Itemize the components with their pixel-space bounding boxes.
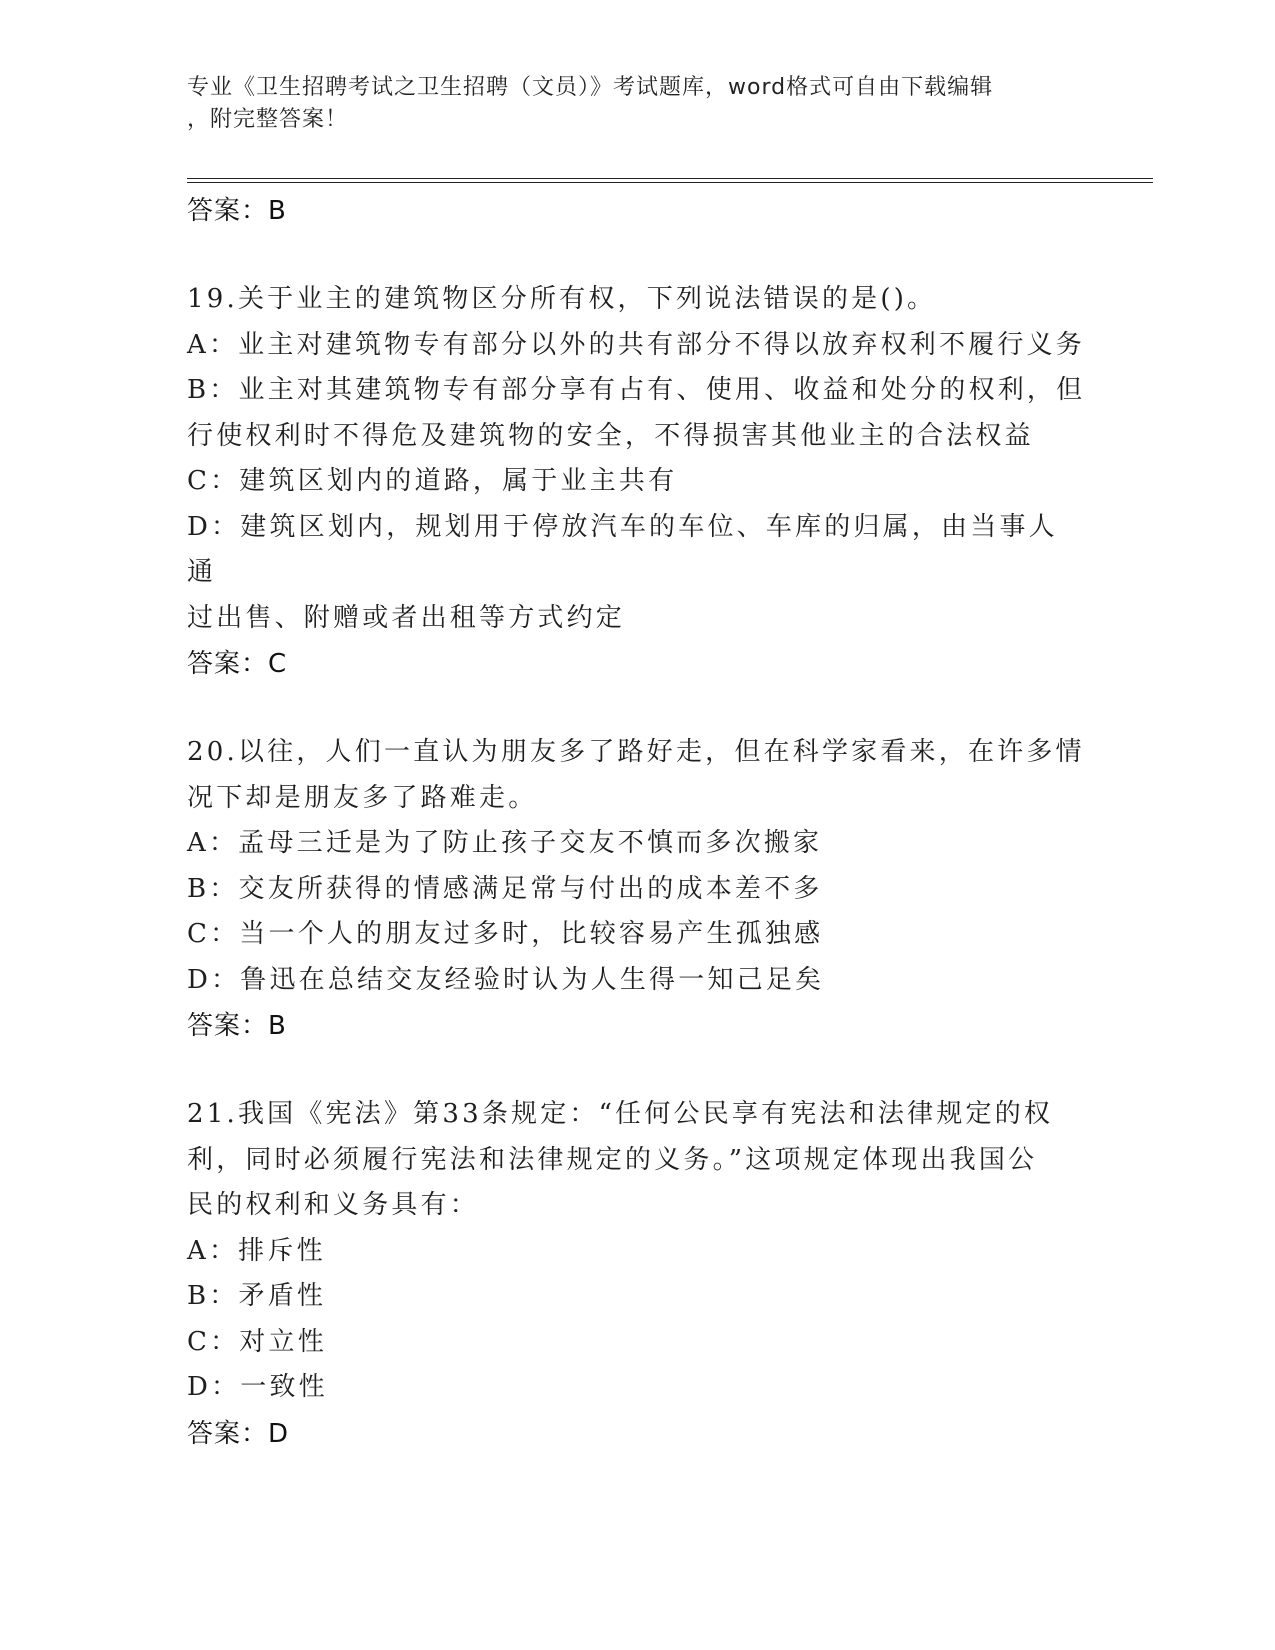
question-20-option-d — [187, 958, 1087, 1004]
question-20 — [187, 730, 1087, 1049]
option-line: 过出售、附赠或者出租等方式约定 — [187, 602, 626, 633]
option-line: C：建筑区划内的道路，属于业主共有 — [187, 466, 678, 496]
question-20-option-b — [187, 867, 1087, 913]
option-line: A：业主对建筑物专有部分以外的共有部分不得以放弃权利不履行义务 — [187, 329, 1085, 360]
question-20-option-a — [187, 821, 1087, 867]
option-line: D：建筑区划内，规划用于停放汽车的车位、车库的归属，由当事人通 — [187, 511, 1058, 587]
document-header — [187, 72, 1067, 136]
question-21-answer: 答案：D — [187, 1418, 290, 1449]
question-19-option-a — [187, 323, 1087, 369]
option-line: B：矛盾性 — [187, 1281, 327, 1311]
question-19 — [187, 277, 1087, 687]
question-19-answer: 答案：C — [187, 649, 288, 679]
question-19-option-b — [187, 368, 1087, 459]
question-20-answer: 答案：B — [187, 1011, 287, 1041]
question-21-option-b — [187, 1274, 1087, 1320]
question-20-stem-line: 20.以往，人们一直认为朋友多了路好走，但在科学家看来，在许多情 — [187, 737, 1085, 767]
option-line: A：排斥性 — [187, 1235, 326, 1266]
header-rule-top — [187, 178, 1153, 179]
question-21-stem-line: 21.我国《宪法》第33条规定：“任何公民享有宪法和法律规定的权 — [187, 1099, 1054, 1129]
question-21-stem-line: 利，同时必须履行宪法和法律规定的义务。”这项规定体现出我国公 — [187, 1144, 1038, 1175]
option-line: 行使权利时不得危及建筑物的安全，不得损害其他业主的合法权益 — [187, 420, 1034, 451]
header-rule-bottom — [187, 182, 1153, 183]
question-19-option-d — [187, 505, 1087, 642]
option-line: A：孟母三迁是为了防止孩子交友不慎而多次搬家 — [187, 828, 823, 858]
question-19-stem: 19.关于业主的建筑物区分所有权，下列说法错误的是()。 — [187, 284, 937, 314]
option-line: B：交友所获得的情感满足常与付出的成本差不多 — [187, 873, 823, 904]
question-20-stem-line: 况下却是朋友多了路难走。 — [187, 782, 538, 813]
header-line-2: ，附完整答案！ — [187, 107, 349, 132]
option-line: C：对立性 — [187, 1326, 327, 1357]
option-line: B：业主对其建筑物专有部分享有占有、使用、收益和处分的权利，但 — [187, 375, 1086, 405]
question-20-option-c — [187, 912, 1087, 958]
question-21-option-a — [187, 1229, 1087, 1275]
header-line-1: 专业《卫生招聘考试之卫生招聘（文员）》考试题库，word格式可自由下载编辑 — [187, 75, 994, 100]
question-21-option-c — [187, 1320, 1087, 1366]
question-21-option-d — [187, 1365, 1087, 1411]
question-list — [187, 188, 1087, 1457]
question-21 — [187, 1092, 1087, 1457]
question-21-stem-line: 民的权利和义务具有： — [187, 1190, 480, 1220]
option-line: C：当一个人的朋友过多时，比较容易产生孤独感 — [187, 919, 824, 949]
option-line: D：一致性 — [187, 1372, 328, 1402]
question-19-option-c — [187, 459, 1087, 505]
previous-answer: 答案：B — [187, 196, 287, 226]
option-line: D：鲁迅在总结交友经验时认为人生得一知己足矣 — [187, 964, 825, 995]
